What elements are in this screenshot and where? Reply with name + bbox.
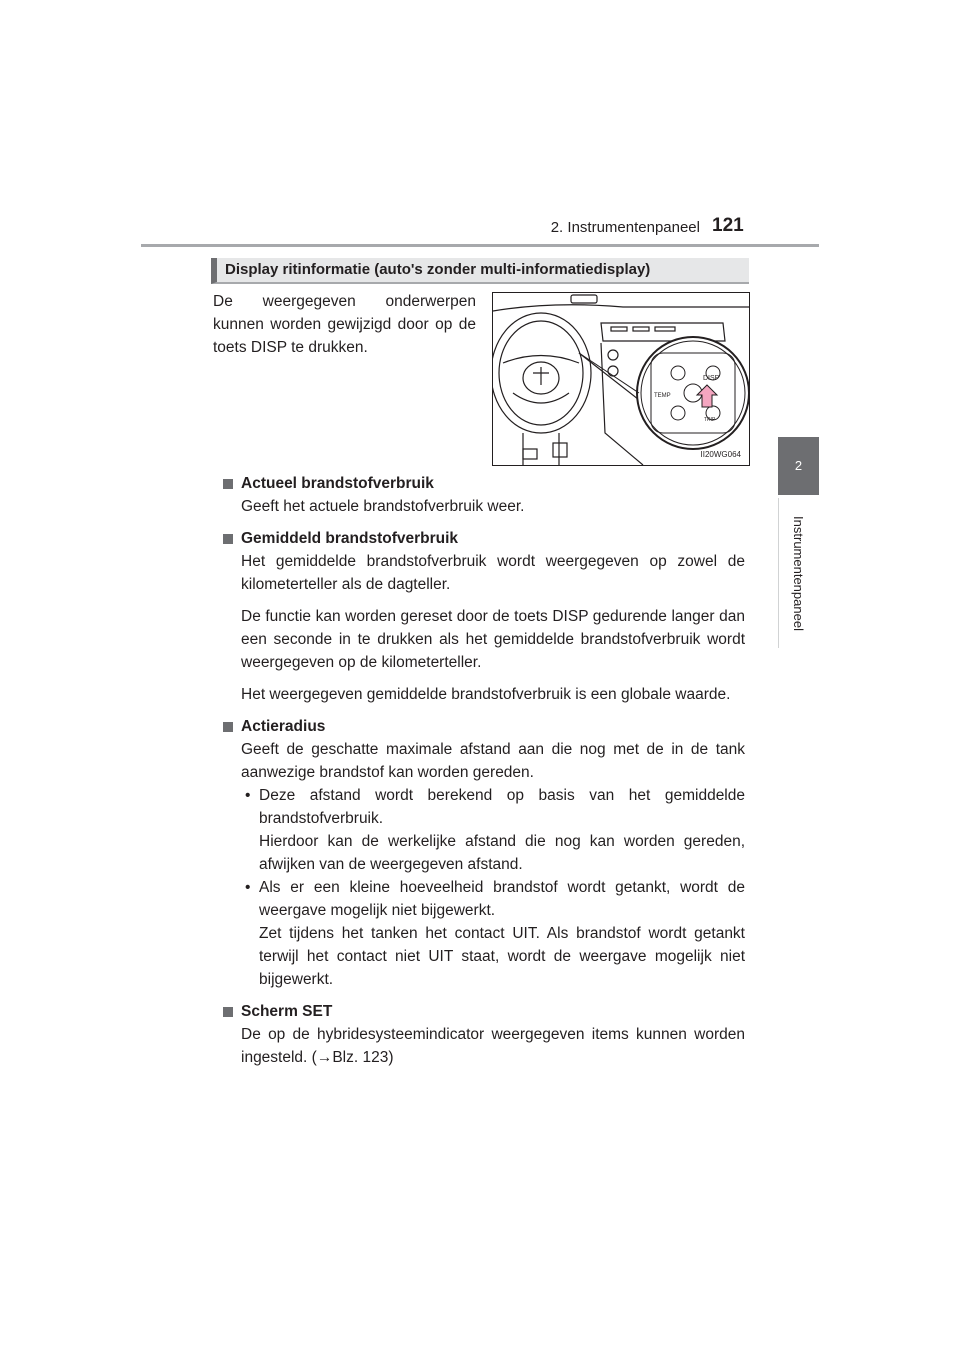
disp-label: DISP: [703, 375, 720, 382]
item-heading: [223, 1000, 745, 1023]
dashboard-illustration: [492, 292, 750, 466]
item-title: Gemiddeld brandstofverbruik: [241, 530, 459, 547]
item-gemiddeld-brandstofverbruik: [223, 527, 745, 706]
item-actueel-brandstofverbruik: [223, 472, 745, 518]
bullet-subtext: Zet tijdens het tanken het contact UIT. Als brandstof wordt getankt terwijl het contact niet UIT staat, wordt de weergave mogelijk niet bijgewerkt.: [259, 925, 745, 988]
item-scherm-set: [223, 1000, 745, 1069]
item-list: [223, 472, 745, 1078]
square-bullet-icon: [223, 479, 233, 489]
bullet-list: [241, 784, 745, 991]
bullet-dot-icon: •: [245, 879, 251, 896]
section-intro: De weergegeven onderwerpen kunnen worden gewijzigd door op de toets DISP te drukken.: [213, 293, 476, 356]
bullet-subtext: Hierdoor kan de werkelijke afstand die nog kan worden gereden, afwijken van de weergegeven afstand.: [259, 833, 745, 873]
chapter-tab-label-text: Instrumentenpaneel: [791, 515, 807, 631]
bullet-dot-icon: •: [245, 787, 251, 804]
item-heading: [223, 472, 745, 495]
item-paragraph: Het weergegeven gemiddelde brandstofverbruik is een globale waarde.: [241, 686, 731, 703]
item-paragraph: Het gemiddelde brandstofverbruik wordt weergegeven op zowel de kilometerteller als de dagteller.: [241, 553, 745, 593]
header-divider: [141, 244, 819, 247]
bullet-item: [241, 784, 745, 876]
bullet-item: [241, 876, 745, 991]
page-number: 121: [712, 215, 744, 236]
chapter-tab-number: 2: [778, 437, 819, 495]
bullet-text: Deze afstand wordt berekend op basis van het gemiddelde brandstofverbruik.: [259, 787, 745, 827]
bullet-text: Als er een kleine hoeveelheid brandstof wordt getankt, wordt de weergave mogelijk niet bijgewerkt.: [259, 879, 745, 919]
section-title: Display ritinformatie (auto's zonder multi-informatiedisplay): [211, 258, 749, 284]
item-title: Actueel brandstofverbruik: [241, 475, 434, 492]
square-bullet-icon: [223, 534, 233, 544]
header-chapter-title: 2. Instrumentenpaneel: [550, 219, 700, 236]
figure-code: II20WG064: [700, 450, 741, 459]
item-title: Actieradius: [241, 718, 326, 735]
item-heading: [223, 715, 745, 738]
item-actieradius: [223, 715, 745, 991]
item-title: Scherm SET: [241, 1003, 333, 1020]
item-paragraph: Geeft de geschatte maximale afstand aan die nog met de in de tank aanwezige brandstof kan worden gereden.: [241, 741, 745, 781]
dashboard-drawing: [493, 293, 749, 465]
temp-label: TEMP: [654, 393, 671, 399]
item-heading: [223, 527, 745, 550]
square-bullet-icon: [223, 722, 233, 732]
square-bullet-icon: [223, 1007, 233, 1017]
chapter-tab-label: [778, 498, 819, 648]
item-paragraph: De functie kan worden gereset door de toets DISP gedurende langer dan een seconde in te drukken als het gemiddelde brandstofverbruik wordt weergegeven op de kilometerteller.: [241, 608, 745, 671]
trip-label: TRIP: [704, 417, 716, 423]
item-paragraph: Geeft het actuele brandstofverbruik weer.: [241, 498, 525, 515]
item-paragraph: De op de hybridesysteemindicator weergegeven items kunnen worden ingesteld. (→Blz. 123): [241, 1026, 745, 1066]
